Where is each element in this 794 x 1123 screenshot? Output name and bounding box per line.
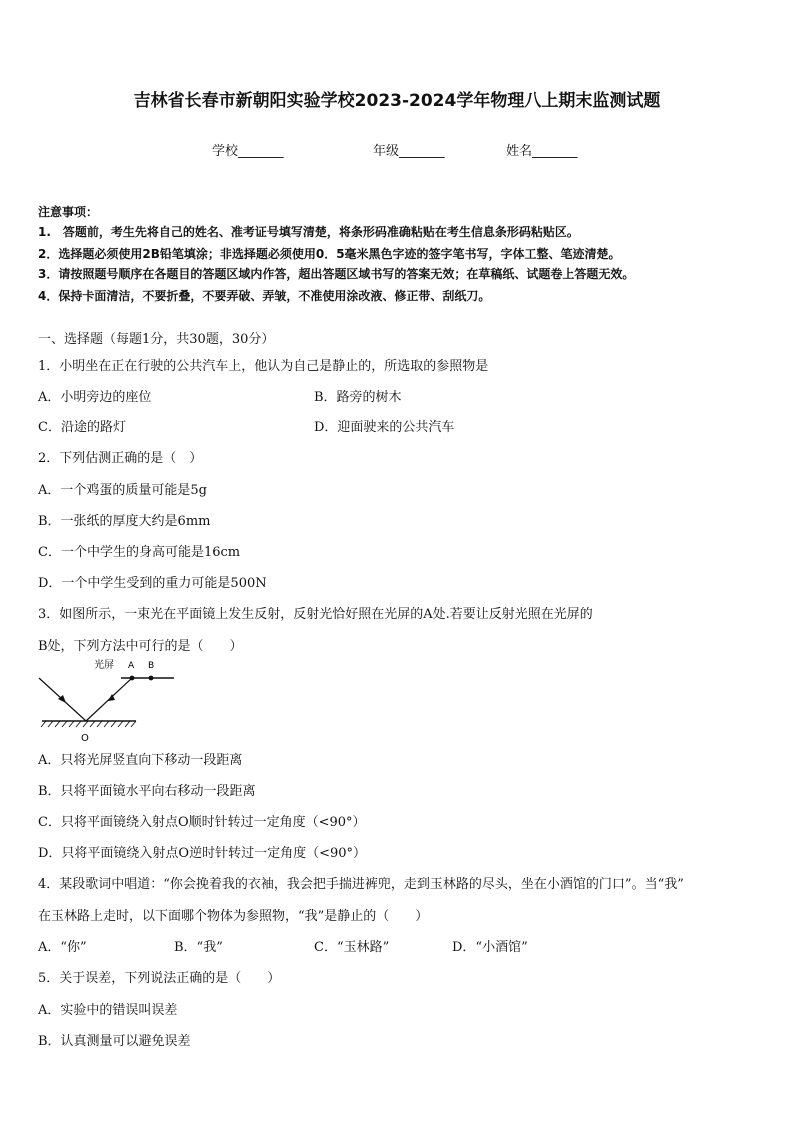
question-1-option-c: C．沿途的路灯	[38, 420, 126, 435]
question-1-option-d: D．迎面驶来的公共汽车	[314, 420, 455, 435]
grade-field: 年级_______	[373, 144, 445, 159]
question-2-option-d: D．一个中学生受到的重力可能是500N	[38, 576, 267, 591]
question-5-option-b: B．认真测量可以避免误差	[38, 1034, 191, 1049]
section-heading: 一、选择题（每题1分，共30题，30分）	[38, 332, 275, 347]
question-3-option-a: A．只将光屏竖直向下移动一段距离	[38, 753, 243, 768]
point-b-marker	[149, 676, 154, 681]
school-field: 学校_______	[212, 144, 284, 159]
point-b-label: B	[148, 661, 155, 671]
question-2-option-b: B．一张纸的厚度大约是6mm	[38, 514, 211, 529]
question-5-option-a: A．实验中的错误叫误差	[38, 1003, 178, 1018]
question-4-option-b: B．“我”	[174, 940, 223, 955]
question-3-option-d: D．只将平面镜绕入射点O逆时针转过一定角度（<90°）	[38, 846, 367, 861]
note-item: 3．请按照题号顺序在各题目的答题区域内作答，超出答题区域书写的答案无效；在草稿纸、试题卷上答题无效。	[38, 267, 635, 281]
question-4-stem: 4．某段歌词中唱道：“你会挽着我的衣袖，我会把手揣进裤兜，走到玉林路的尽头，坐在小酒馆的门口”。当“我”	[38, 877, 684, 892]
page-title: 吉林省长春市新朝阳实验学校2023-2024学年物理八上期末监测试题	[133, 91, 661, 111]
point-o-label: O	[81, 733, 89, 744]
point-a-marker	[130, 676, 135, 681]
question-5-stem: 5．关于误差，下列说法正确的是（ ）	[38, 971, 281, 986]
reflection-diagram	[36, 655, 186, 745]
question-1-option-a: A．小明旁边的座位	[38, 390, 152, 405]
question-4-option-a: A．“你”	[38, 940, 87, 955]
mirror-hatching	[41, 721, 136, 727]
question-4-option-c: C．“玉林路”	[314, 940, 390, 955]
name-field: 姓名_______	[506, 144, 578, 159]
question-2-stem: 2．下列估测正确的是（ ）	[38, 451, 203, 466]
question-2-option-a: A．一个鸡蛋的质量可能是5g	[38, 483, 207, 498]
question-4-option-d: D．“小酒馆”	[452, 940, 528, 955]
point-a-label: A	[128, 661, 135, 671]
question-4-stem-cont: 在玉林路上走时，以下面哪个物体为参照物，“我”是静止的（ ）	[38, 909, 429, 924]
note-item: 1. 答题前，考生先将自己的姓名、准考证号填写清楚，将条形码准确粘贴在考生信息条形码粘贴区。	[38, 225, 579, 239]
question-3-option-c: C．只将平面镜绕入射点O顺时针转过一定角度（<90°）	[38, 815, 366, 830]
screen-label: 光屏	[94, 660, 114, 671]
question-2-option-c: C．一个中学生的身高可能是16cm	[38, 545, 241, 560]
question-3-stem-cont: B处，下列方法中可行的是（ ）	[38, 639, 243, 654]
note-item: 2．选择题必须使用2B铅笔填涂；非选择题必须使用0．5毫米黑色字迹的签字笔书写，字体工整、笔迹清楚。	[38, 247, 621, 261]
note-item: 4．保持卡面清洁，不要折叠，不要弄破、弄皱，不准使用涂改液、修正带、刮纸刀。	[38, 289, 491, 303]
question-1-option-b: B．路旁的树木	[314, 390, 402, 405]
question-3-stem: 3．如图所示，一束光在平面镜上发生反射，反射光恰好照在光屏的A处.若要让反射光照在光屏的	[38, 607, 593, 622]
question-1-stem: 1．小明坐在正在行驶的公共汽车上，他认为自己是静止的，所选取的参照物是	[38, 359, 489, 374]
notes-heading: 注意事项：	[38, 205, 99, 219]
question-3-option-b: B．只将平面镜水平向右移动一段距离	[38, 784, 256, 799]
